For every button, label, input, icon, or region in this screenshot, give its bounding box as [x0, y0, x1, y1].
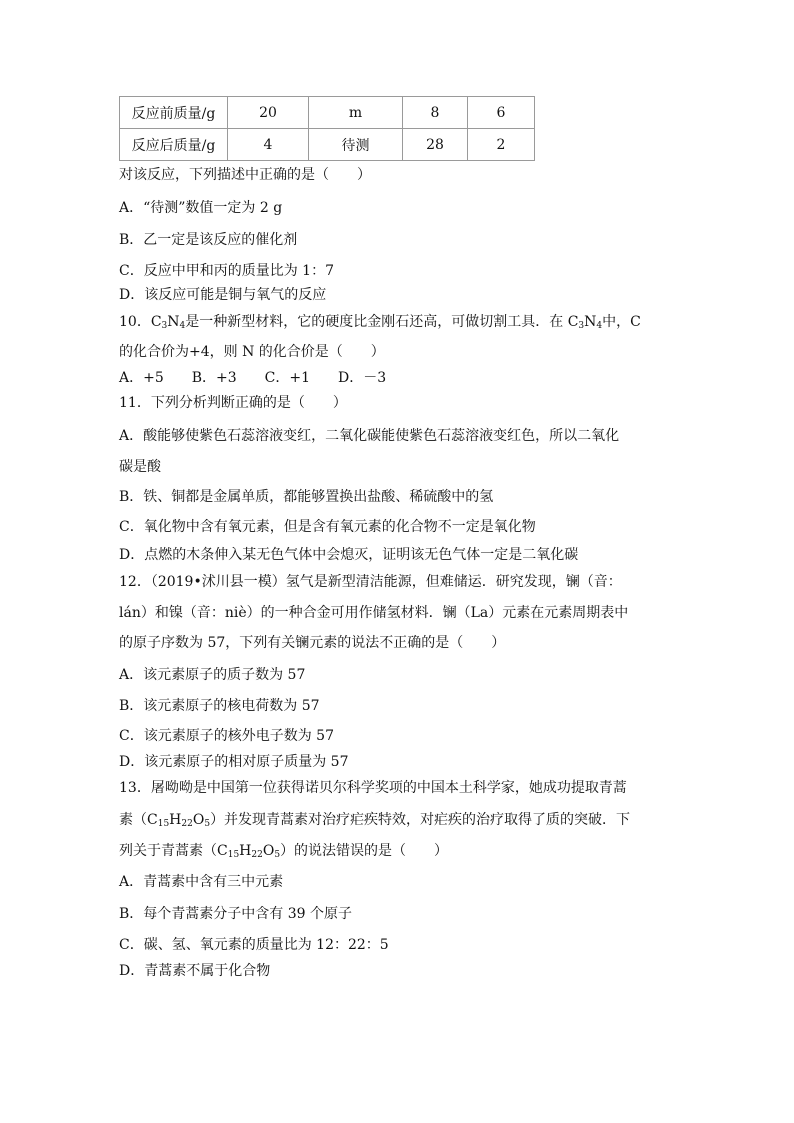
q10-line-2: 的化合价为+4，则 N 的化合价是（ ） [119, 344, 385, 360]
q12-option-c: C．该元素原子的核外电子数为 57 [119, 728, 334, 744]
table-cell: 2 [468, 129, 535, 161]
table-cell: 8 [403, 97, 468, 129]
q9-option-a: A．“待测”数值一定为 2 g [119, 200, 283, 216]
table-cell: 20 [228, 97, 309, 129]
q9-option-d: D．该反应可能是铜与氧气的反应 [119, 287, 327, 303]
q13-line-3: 列关于青蒿素$(C_{15}H_{22}O_5)$的说法错误的是（ ） [119, 843, 449, 860]
table-cell: 28 [403, 129, 468, 161]
q11-option-a-line-1: A．酸能够使紫色石蕊溶液变红，二氧化碳能使紫色石蕊溶液变红色，所以二氧化 [119, 428, 620, 444]
table-cell: 6 [468, 97, 535, 129]
q13-option-d: D．青蒿素不属于化合物 [119, 963, 271, 979]
q9-option-b: B．乙一定是该反应的催化剂 [119, 232, 298, 248]
q12-option-d: D．该元素原子的相对原子质量为 57 [119, 754, 349, 770]
q12-line-2: lán）和镍（音：niè）的一种合金可用作储氢材料．镧（La）元素在元素周期表中 [119, 605, 629, 621]
table-cell: 反应前质量/g [120, 97, 228, 129]
table-cell: m [309, 97, 403, 129]
table-cell: 4 [228, 129, 309, 161]
q10-options: A．+5 B．+3 C．+1 D．－3 [119, 370, 387, 386]
q13-option-c: C．碳、氢、氧元素的质量比为 12：22：5 [119, 937, 389, 953]
table-cell: 待测 [309, 129, 403, 161]
table-row [120, 129, 535, 161]
table-cell: 反应后质量/g [120, 129, 228, 161]
mass-table [119, 96, 535, 161]
q12-line-1: 12．（2019•沭川县一模）氢气是新型清洁能源，但难储运．研究发现，镧（音： [119, 574, 622, 590]
q9-stem: 对该反应，下列描述中正确的是（ ） [119, 167, 371, 183]
q13-line-1: 13．屠呦呦是中国第一位获得诺贝尔科学奖项的中国本土科学家，她成功提取青蒿 [119, 780, 627, 796]
q9-option-c: C．反应中甲和丙的质量比为 1：7 [119, 263, 334, 279]
table-row [120, 97, 535, 129]
q13-line-2: 素$(C_{15}H_{22}O_5)$并发现青蒿素对治疗疟疾特效，对疟疾的治疗取得了质的突破．下 [119, 812, 631, 829]
q11-stem: 11．下列分析判断正确的是（ ） [119, 395, 347, 411]
q11-option-d: D．点燃的木条伸入某无色气体中会熄灭，证明该无色气体一定是二氧化碳 [119, 547, 579, 563]
q12-line-3: 的原子序数为 57，下列有关镧元素的说法不正确的是（ ） [119, 635, 506, 651]
q10-line-1: 10．$C_3N_4$是一种新型材料，它的硬度比金刚石还高，可做切割工具．在 $C_3N_4$中，C [119, 314, 641, 331]
q11-option-c: C．氧化物中含有氧元素，但是含有氧元素的化合物不一定是氧化物 [119, 519, 536, 535]
q12-option-b: B．该元素原子的核电荷数为 57 [119, 698, 320, 714]
q11-option-a-line-2: 碳是酸 [119, 459, 161, 475]
q13-option-b: B．每个青蒿素分子中含有 39 个原子 [119, 906, 353, 922]
q12-option-a: A．该元素原子的质子数为 57 [119, 667, 306, 683]
q11-option-b: B．铁、铜都是金属单质，都能够置换出盐酸、稀硫酸中的氢 [119, 489, 494, 505]
q13-option-a: A．青蒿素中含有三中元素 [119, 874, 284, 890]
